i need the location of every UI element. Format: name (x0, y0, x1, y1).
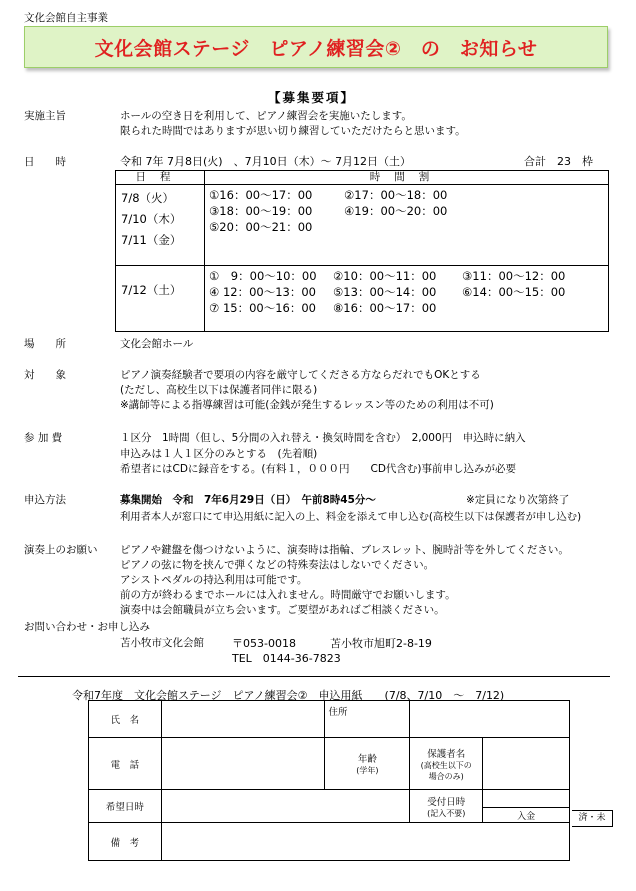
schedule-slot: ⑤20：00～21：00 (209, 220, 313, 234)
form-payment-cell (483, 808, 570, 823)
form-done-label[interactable]: 済・未 (572, 810, 613, 827)
purpose-line-2: 限られた時間ではありますが思い切り練習していただけたらと思います。 (120, 125, 466, 137)
schedule-col-date: 日程 (116, 171, 205, 185)
apply-line-2: 利用者本人が窓口にて申込用紙に記入の上、料金を添えて申し込む(高校生以下は保護者が申し込む) (120, 511, 582, 523)
apply-line-1: 募集開始 令和 7年6月29日（日） 午前8時45分～ (120, 494, 376, 506)
purpose-line-1: ホールの空き日を利用して、ピアノ練習会を実施いたします。 (120, 110, 412, 122)
form-received-field[interactable] (483, 790, 570, 808)
schedule-slot: ④ 12：00～13：00 (209, 285, 316, 299)
form-phone-label: 電 話 (89, 738, 162, 790)
venue-label: 場 所 (24, 338, 66, 350)
form-wish-field[interactable] (161, 790, 409, 823)
datetime-total: 合計 23 枠 (524, 155, 593, 168)
schedule-slot: ③11：00～12：00 (462, 269, 566, 283)
form-age-label: 年齢 (357, 754, 377, 765)
form-guardian-label: 保護者名 (427, 748, 466, 760)
rules-line-1: ピアノや鍵盤を傷つけないように、演奏時は指輪、ブレスレット、腕時計等を外してください。 (120, 544, 569, 556)
application-form (88, 700, 570, 861)
apply-label: 申込方法 (24, 494, 66, 506)
form-received-label: 受付日時 (427, 796, 466, 808)
schedule-group2-date (116, 266, 205, 332)
schedule-slot: ①16：00～17：00 (209, 188, 313, 202)
schedule-slot: ⑧16：00～17：00 (333, 301, 437, 315)
target-label: 対 象 (24, 369, 66, 381)
form-guardian-field[interactable] (483, 738, 570, 790)
contact-address: 苫小牧市旭町2-8-19 (330, 637, 432, 650)
contact-name: 苫小牧市文化会館 (120, 637, 204, 649)
rules-line-5: 演奏中は会館職員が立ち会います。ご要望があればご相談ください。 (120, 604, 445, 616)
form-phone-field[interactable] (161, 738, 325, 790)
page-title: 文化会館ステージ ピアノ練習会② の お知らせ (94, 37, 538, 60)
fee-line-3: 希望者にはCDに録音をする。(有料１，０００円 CD代含む)事前申し込みが必要 (120, 463, 517, 475)
target-line-3: ※講師等による指導練習は可能(金銭が発生するレッスン等のための利用は不可) (120, 399, 494, 411)
fee-line-1: １区分 1時間（但し、5分間の入れ替え・換気時間を含む） 2,000円 申込時に納入 (120, 432, 526, 444)
recruit-heading: 【募集要項】 (268, 90, 356, 105)
form-guardian-cell (410, 738, 483, 790)
target-line-2: (ただし、高校生以下は保護者同伴に限る) (120, 384, 318, 396)
schedule-col-time: 時間割 (205, 171, 609, 185)
schedule-date: 7/8（火） (121, 191, 175, 205)
form-remarks-label: 備 考 (89, 823, 162, 861)
schedule-slot: ① 9：00～10：00 (209, 269, 317, 283)
datetime-label: 日 時 (24, 156, 66, 168)
schedule-group1-dates (116, 185, 205, 266)
form-remarks-field[interactable] (161, 823, 569, 861)
schedule-slot: ②17：00～18：00 (344, 188, 448, 202)
form-payment-label: 入金 (517, 811, 536, 822)
form-received-cell (410, 790, 483, 823)
schedule-date: 7/11（金） (121, 233, 182, 247)
contact-postal: 〒053-0018 (232, 637, 296, 650)
schedule-slot: ⑥14：00～15：00 (462, 285, 566, 299)
form-received-sub: (記入不要) (427, 808, 466, 818)
schedule-slot: ⑤13：00～14：00 (333, 285, 437, 299)
org-label: 文化会館自主事業 (24, 12, 108, 24)
schedule-slot: ③18：00～19：00 (209, 204, 313, 218)
cut-line (18, 676, 610, 677)
apply-note: ※定員になり次第終了 (466, 494, 570, 506)
schedule-group1-slots (205, 185, 609, 266)
schedule-slot: ②10：00～11：00 (333, 269, 437, 283)
form-address-field[interactable] (410, 701, 570, 738)
contact-tel: TEL 0144-36-7823 (232, 652, 341, 665)
form-address-label: 住所 (325, 701, 410, 738)
schedule-slot: ⑦ 15：00～16：00 (209, 301, 316, 315)
fee-label: 参 加 費 (24, 432, 63, 444)
schedule-table (115, 170, 609, 332)
form-name-field[interactable] (161, 701, 325, 738)
datetime-text: 令和 7年 7月8日(火) 、7月10日（木）～ 7月12日（土） (120, 155, 412, 168)
schedule-date: 7/12（土） (121, 283, 182, 297)
title-banner (24, 26, 608, 68)
schedule-group2-slots (205, 266, 609, 332)
form-name-label: 氏 名 (89, 701, 162, 738)
target-line-1: ピアノ演奏経験者で要項の内容を厳守してくださる方ならだれでもOKとする (120, 369, 481, 381)
purpose-label: 実施主旨 (24, 110, 66, 122)
form-guardian-sub-1: (高校生以下の (420, 760, 472, 770)
form-age-cell (325, 738, 410, 790)
venue-value: 文化会館ホール (120, 338, 194, 350)
schedule-slot: ④19：00～20：00 (344, 204, 448, 218)
form-guardian-sub-2: 場合のみ) (428, 771, 464, 781)
schedule-date: 7/10（木） (121, 212, 182, 226)
form-age-sub: (学年) (356, 766, 379, 775)
form-title: 令和7年度 文化会館ステージ ピアノ練習会② 申込用紙 (7/8、7/10 ～ 7/12) (72, 689, 505, 702)
rules-label: 演奏上のお願い (24, 544, 98, 556)
rules-line-3: アシストペダルの持込利用は可能です。 (120, 574, 308, 586)
fee-line-2: 申込みは１人１区分のみとする (先着順) (120, 448, 318, 460)
rules-line-4: 前の方が終わるまでホールには入れません。時間厳守でお願いします。 (120, 589, 456, 601)
form-wish-label: 希望日時 (89, 790, 162, 823)
contact-label: お問い合わせ・お申し込み (24, 621, 150, 633)
rules-line-2: ピアノの弦に物を挟んで弾くなどの特殊奏法はしないでください。 (120, 559, 435, 571)
